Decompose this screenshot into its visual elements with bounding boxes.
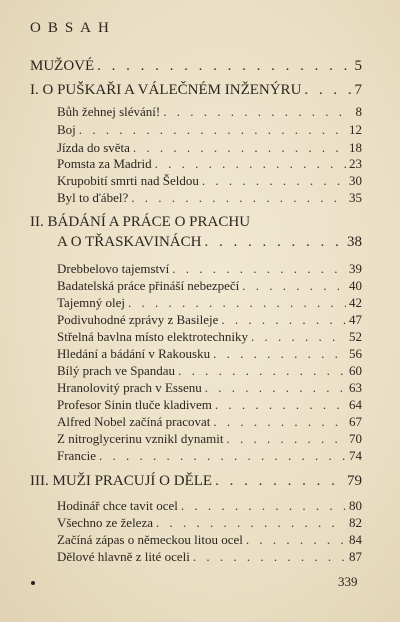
dot-leader [163,104,352,120]
toc-entry [57,104,362,124]
dot-leader [172,261,346,277]
dot-leader [304,82,351,99]
dot-leader [246,532,346,548]
dot-leader [215,397,346,413]
toc-entry-label: Profesor Sinin tluče kladivem [57,397,212,412]
toc-entry-page: 40 [349,278,362,293]
toc-entry-page: 12 [349,122,362,137]
dot-leader [213,346,346,362]
toc-entry-page: 7 [354,82,362,98]
dot-leader [226,431,346,447]
toc-entry-label: Drebbelovo tajemství [57,261,170,276]
dot-leader [97,58,351,75]
dot-leader [156,515,346,531]
toc-entry-label: Alfred Nobel začíná pracovat [57,414,211,429]
toc-entry-label: Krupobití smrti nad Šeldou [57,173,199,188]
toc-entry [30,58,362,78]
dot-leader [202,173,346,189]
toc-entry-label: Badatelská práce přináší nebezpečí [57,278,240,293]
toc-entry-label: Dělové hlavně z lité oceli [57,549,190,564]
toc-entry-page: 84 [349,532,362,547]
toc-entry-page: 67 [349,414,362,429]
toc-entry-label: Hodinář chce tavit ocel [57,498,178,513]
dot-leader [205,380,346,396]
toc-entry-page: 70 [349,431,362,446]
dot-leader [131,190,346,206]
toc-entry-page: 38 [347,234,362,250]
dot-leader [133,140,346,156]
toc-entry-label: A O TŘASKAVINÁCH [57,234,202,250]
toc-entry-page: 52 [349,329,362,344]
toc-entry-page: 18 [349,140,362,155]
dot-leader [128,295,346,311]
toc-entry-page: 8 [355,104,362,119]
toc-entry [57,122,362,142]
toc-entry-label: Jízda do světa [57,140,130,155]
toc-entry-label: Hranolovitý prach v Essenu [57,380,202,395]
toc-entry-page: 87 [349,549,362,564]
toc-chapter [57,234,362,254]
toc-entry-page: 60 [349,363,362,378]
toc-entry-label: Byl to ďábel? [57,190,129,205]
toc-entry-page: 56 [349,346,362,361]
toc-entry [57,190,362,210]
toc-entry-page: 5 [354,58,362,74]
toc-entry-page: 80 [349,498,362,513]
dot-leader [99,448,346,464]
page-heading: OBSAH [30,20,116,36]
toc-entry-label: Tajemný olej [57,295,126,310]
bullet-mark [31,581,35,585]
toc-entry-page: 42 [349,295,362,310]
toc-entry-label: Hledání a bádání v Rakousku [57,346,211,361]
dot-leader [215,473,344,490]
toc-chapter [30,82,362,102]
toc-entry-label: Pomsta za Madrid [57,156,152,171]
toc-entry-label: Střelná bavlna místo elektrotechniky [57,329,248,344]
toc-entry-label: Bůh žehnej slévání! [57,104,161,119]
dot-leader [204,234,344,251]
page-number: 339 [338,574,358,589]
toc-entry-label: Bílý prach ve Spandau [57,363,176,378]
toc-entry-page: 47 [349,312,362,327]
dot-leader [221,312,346,328]
dot-leader [193,549,346,565]
toc-chapter-title-line: II. BÁDÁNÍ A PRÁCE O PRACHU [30,214,251,230]
toc-entry-label: III. MUŽI PRACUJÍ O DĚLE [30,473,213,489]
dot-leader [181,498,346,514]
toc-entry-label: Všechno ze železa [57,515,153,530]
toc-entry-label: I. O PUŠKAŘI A VÁLEČNÉM INŽENÝRU [30,82,302,98]
dot-leader [213,414,346,430]
toc-entry-label: Francie [57,448,96,463]
toc-entry-label: MUŽOVÉ [30,58,95,74]
toc-entry-label: Začíná zápas o německou litou ocel [57,532,243,547]
dot-leader [79,122,346,138]
toc-entry-label: Boj [57,122,76,137]
toc-entry-page: 23 [349,156,362,171]
dot-leader [178,363,346,379]
toc-entry-label: Z nitroglycerinu vznikl dynamit [57,431,224,446]
dot-leader [155,156,346,172]
toc-chapter [30,473,362,493]
toc-entry [57,549,362,569]
toc-entry [57,448,362,468]
toc-entry-page: 39 [349,261,362,276]
toc-entry-page: 79 [347,473,362,489]
toc-entry-label: Podivuhodné zprávy z Basileje [57,312,219,327]
toc-entry-page: 35 [349,190,362,205]
dot-leader [242,278,346,294]
toc-entry-page: 63 [349,380,362,395]
toc-entry-page: 64 [349,397,362,412]
toc-entry-page: 30 [349,173,362,188]
toc-entry-page: 82 [349,515,362,530]
toc-entry-page: 74 [349,448,362,463]
dot-leader [251,329,346,345]
